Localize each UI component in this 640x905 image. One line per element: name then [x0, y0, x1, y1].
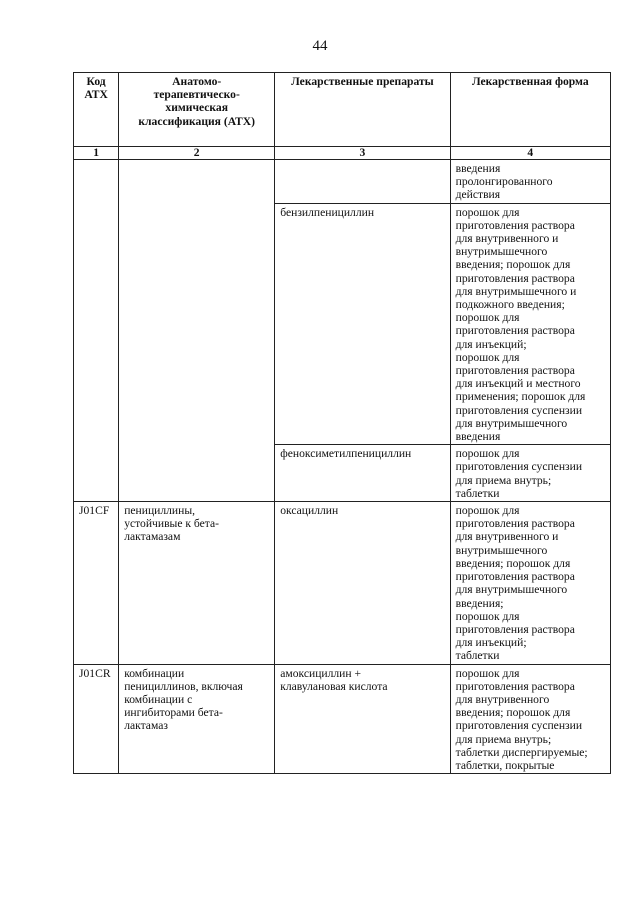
table-row [74, 664, 611, 774]
cell-drug [275, 160, 450, 204]
cell-form: порошок для приготовления суспензии для приема внутрь; таблетки [450, 445, 610, 502]
table-row [74, 160, 611, 204]
column-number: 2 [119, 147, 275, 160]
column-number: 4 [450, 147, 610, 160]
cell-code: J01CR [74, 664, 119, 774]
header-row [74, 73, 611, 147]
header-code: Код АТХ [74, 73, 119, 147]
cell-classification: комбинации пенициллинов, включая комбинации с ингибиторами бета- лактамаз [119, 664, 275, 774]
page-number: 44 [312, 38, 328, 54]
cell-form: порошок для приготовления раствора для внутривенного введения; порошок для приготовления суспензии для приема внутрь; таблетки диспергируемые; таблетки, покрытые [450, 664, 610, 774]
cell-form: порошок для приготовления раствора для внутривенного и внутримышечного введения; порошок для приготовления раствора для внутримышечного введения; порошок для приготовления раствора для инъекций; таблетки [450, 502, 610, 664]
cell-form: порошок для приготовления раствора для внутривенного и внутримышечного введения; порошок для приготовления раствора для внутримышечного и подкожного введения; порошок для приготовления раствора для инъекций; порошок для приготовления раствора для инъекций и местного применения; порошок для приготовления суспензии для внутримышечного введения [450, 203, 610, 445]
atx-table [73, 72, 611, 774]
cell-drug: бензилпенициллин [275, 203, 450, 445]
cell-drug: феноксиметилпенициллин [275, 445, 450, 502]
column-number: 3 [275, 147, 450, 160]
cell-classification: пенициллины, устойчивые к бета- лактамазам [119, 502, 275, 664]
cell-classification [119, 160, 275, 502]
column-number: 1 [74, 147, 119, 160]
cell-drug: амоксициллин + клавулановая кислота [275, 664, 450, 774]
cell-drug: оксациллин [275, 502, 450, 664]
header-form: Лекарственная форма [450, 73, 610, 147]
header-drugs: Лекарственные препараты [275, 73, 450, 147]
column-number-row [74, 147, 611, 160]
table-row [74, 502, 611, 664]
cell-form: введения пролонгированного действия [450, 160, 610, 204]
header-classification: Анатомо- терапевтическо- химическая классификация (АТХ) [119, 73, 275, 147]
cell-code [74, 160, 119, 502]
cell-code: J01CF [74, 502, 119, 664]
